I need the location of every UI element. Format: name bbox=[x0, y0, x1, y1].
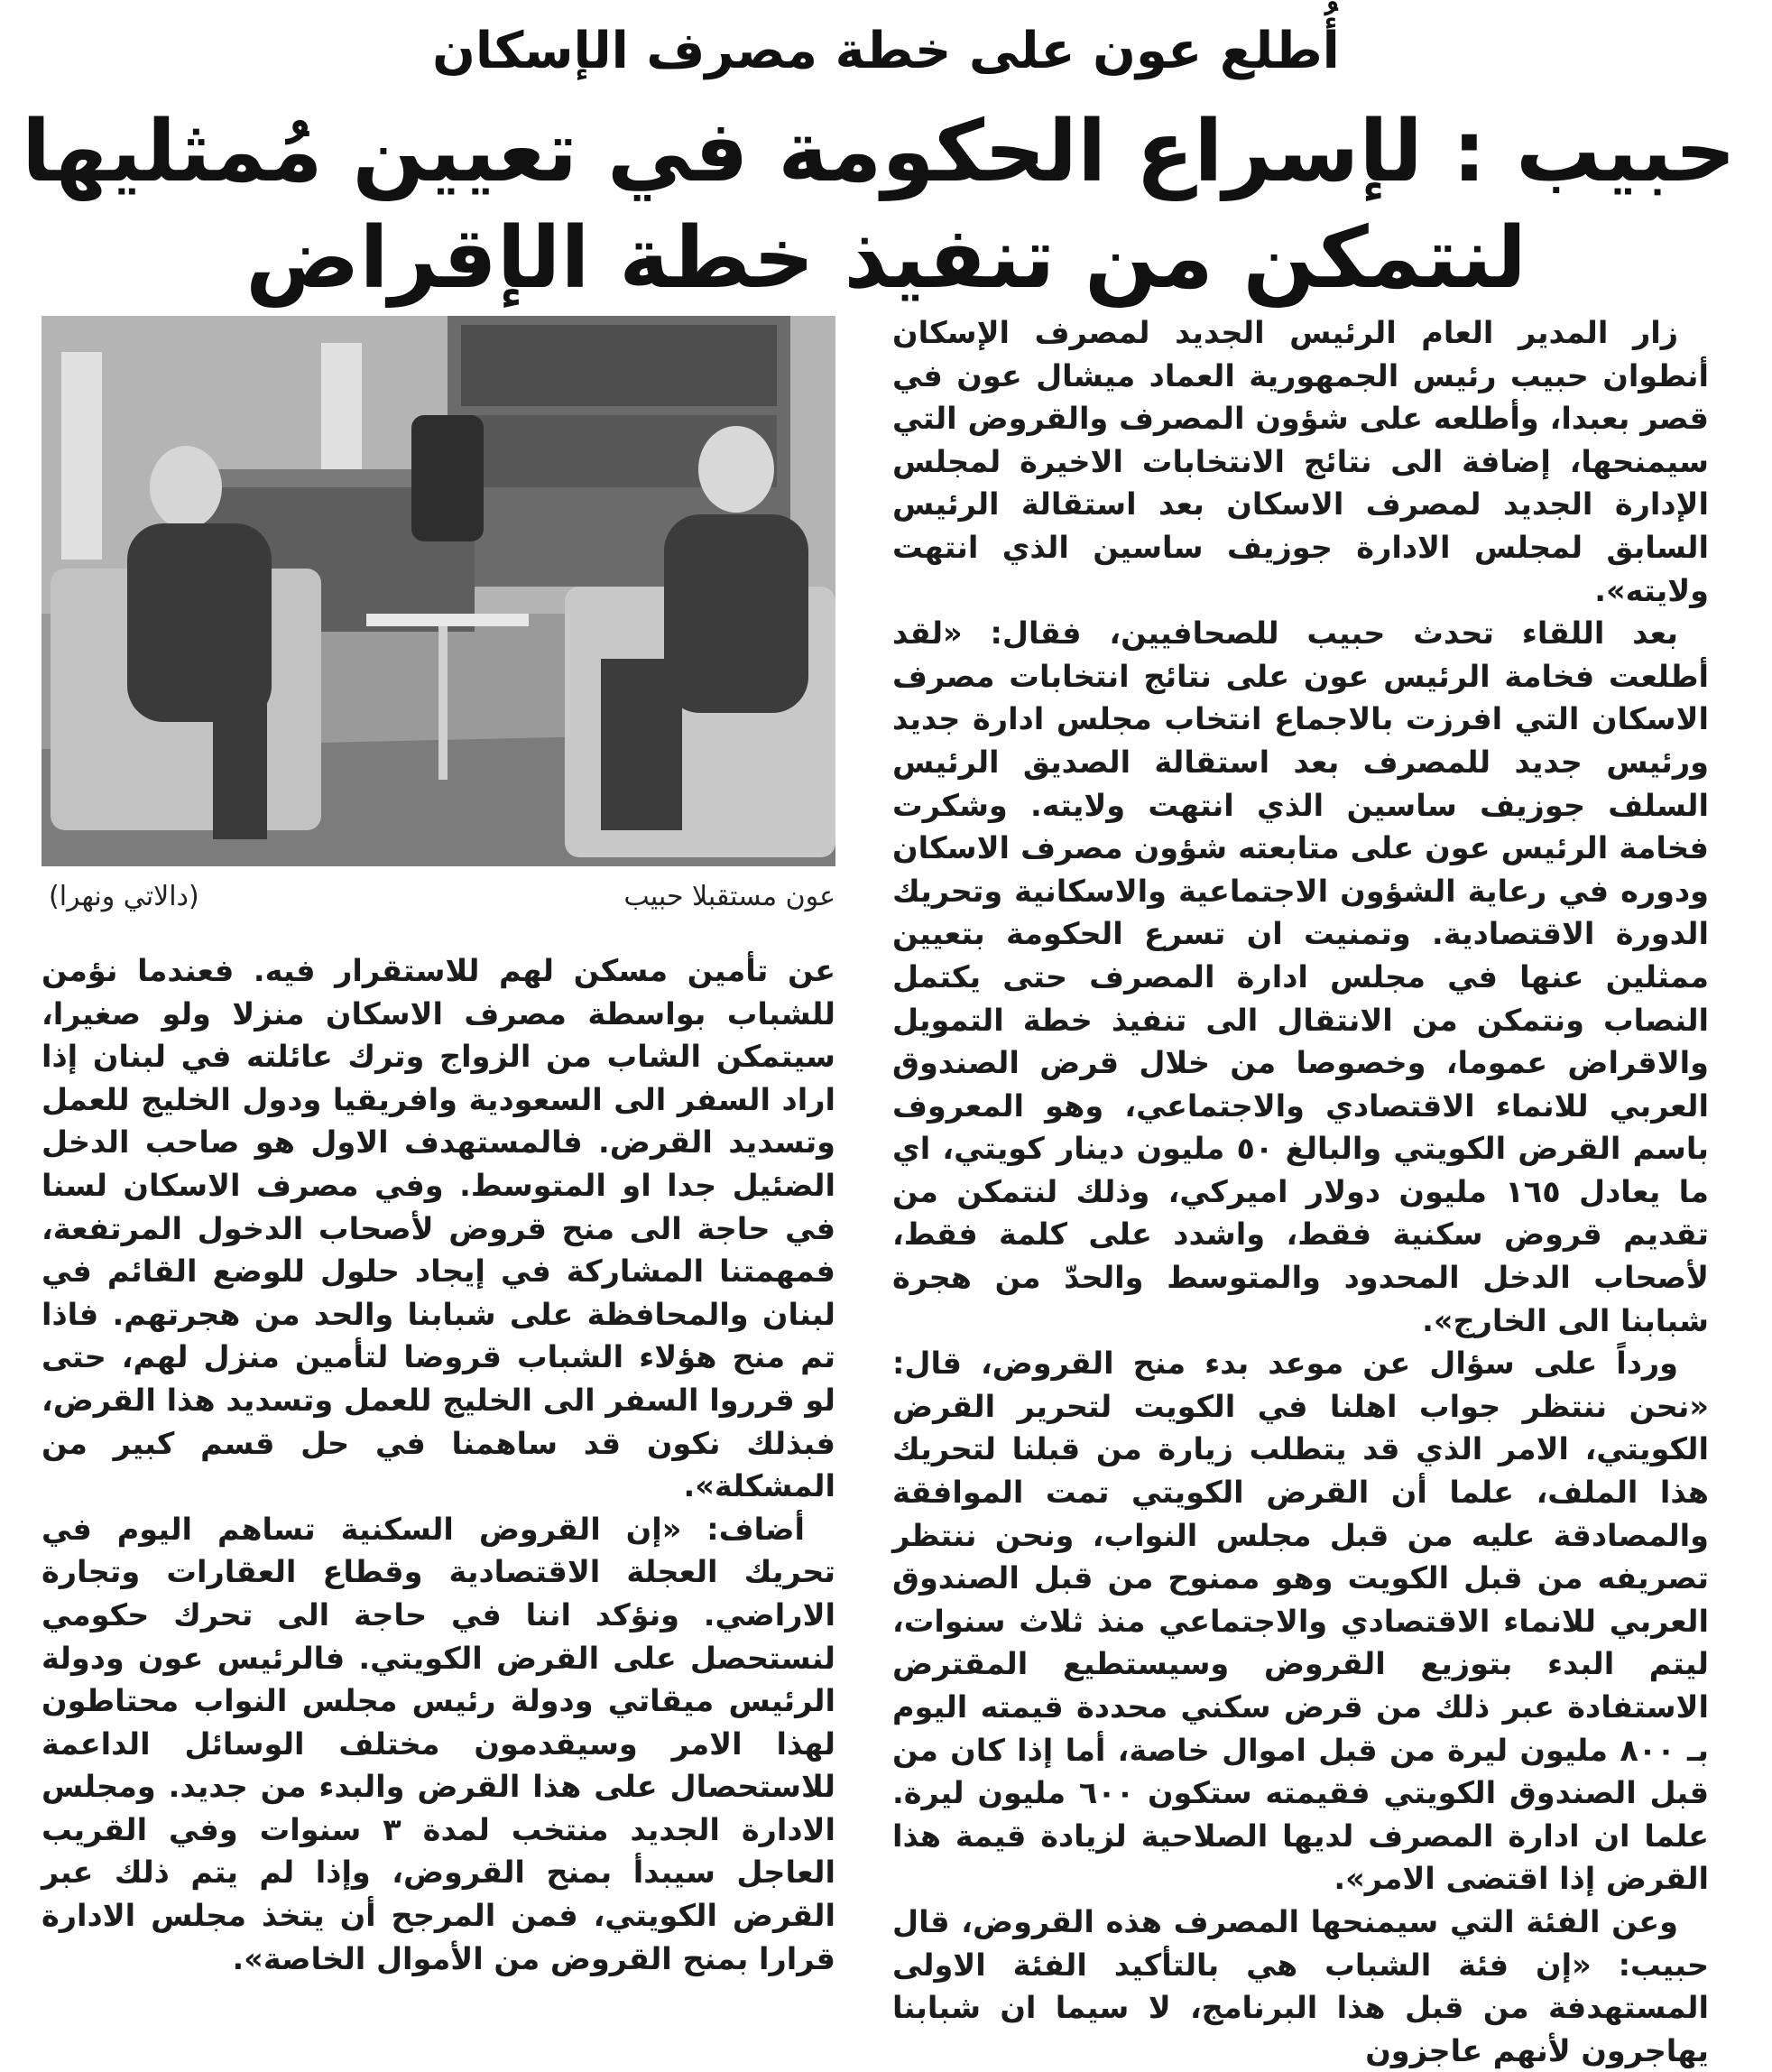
caption-text: عون مستقبلا حبيب bbox=[623, 881, 835, 912]
photo-credit: (دالاتي ونهرا) bbox=[49, 881, 199, 912]
paragraph: بعد اللقاء تحدث حبيب للصحافيين، فقال: «لقد أطلعت فخامة الرئيس عون على نتائج انتخابات مصرف الاسكان التي افرزت بالاجماع انتخاب مجلس ادارة جديد ورئيس جديد للمصرف بعد استقالة الصديق الرئيس السلف جوزيف ساسين الذي انتهت ولايته. وشكرت فخامة الرئيس عون على متابعته شؤون مصرف الاسكان ودوره في رعاية الشؤون الاجتماعية والاسكانية وتحريك الدورة الاقتصادية. وتمنيت ان تسرع الحكومة بتعيين ممثلين عنها في مجلس ادارة المصرف حتى يكتمل النصاب ونتمكن من الانتقال الى تنفيذ خطة التمويل والاقراض عموما، وخصوصا من خلال قرض الصندوق العربي للانماء الاقتصادي والاجتماعي، وهو المعروف باسم القرض الكويتي والبالغ ٥٠ مليون دينار كويتي، اي ما يعادل ١٦٥ مليون دولار اميركي، وذلك لنتمكن من تقديم قروض سكنية فقط، واشدد على كلمة فقط، لأصحاب الدخل المحدود والمتوسط والحدّ من هجرة شبابنا الى الخارج». bbox=[892, 615, 1709, 1338]
article-column-right bbox=[892, 311, 1710, 2068]
headline-line-2: لنتمكن من تنفيذ خطة الإقراض bbox=[245, 209, 1527, 308]
article-photo bbox=[42, 316, 835, 866]
paragraph: ورداً على سؤال عن موعد بدء منح القروض، قال: «نحن ننتظر جواب اهلنا في الكويت لتحرير القرض الكويتي، الامر الذي قد يتطلب زيارة من قبلنا لتحريك هذا الملف، علما أن القرض الكويتي تمت الموافقة والمصادقة عليه من قبل مجلس النواب، ونحن ننتظر تصريفه من قبل الكويت وهو ممنوح من قبل الصندوق العربي للانماء الاقتصادي والاجتماعي منذ ثلاث سنوات، ليتم البدء بتوزيع القروض وسيستطيع المقترض الاستفادة عبر ذلك من قرض سكني محددة قيمته اليوم بـ ٨٠٠ مليون ليرة من قبل اموال خاصة، أما إذا كان من قبل الصندوق الكويتي فقيمته ستكون ٦٠٠ مليون ليرة. علما ان ادارة المصرف لديها الصلاحية لزيادة قيمة هذا القرض إذا اقتضى الامر». bbox=[892, 1346, 1710, 1897]
paragraph: أضاف: «إن القروض السكنية تساهم اليوم في تحريك العجلة الاقتصادية وقطاع العقارات وتجارة الاراضي. ونؤكد اننا في حاجة الى تحرك حكومي لنستحصل على القرض الكويتي. فالرئيس عون ودولة الرئيس ميقاتي ودولة رئيس مجلس النواب محتاطون لهذا الامر وسيقدمون مختلف الوسائل الداعمة للاستحصال على هذا القرض والبدء من جديد. ومجلس الادارة الجديد منتخب لمدة ٣ سنوات وفي القريب العاجل سيبدأ بمنح القروض، وإذا لم يتم ذلك عبر القرض الكويتي، فمن المرجح أن يتخذ مجلس الادارة قرارا بمنح القروض من الأموال الخاصة». bbox=[42, 1511, 835, 1976]
paragraph: زار المدير العام الرئيس الجديد لمصرف الإسكان أنطوان حبيب رئيس الجمهورية العماد ميشال عون في قصر بعبدا، وأطلعه على شؤون المصرف والقروض التي سيمنحها، إضافة الى نتائج الانتخابات الاخيرة لمجلس الإدارة الجديد لمصرف الاسكان بعد استقالة الرئيس السابق لمجلس الادارة جوزيف ساسين الذي انتهت ولايته». bbox=[892, 315, 1709, 608]
photo-caption bbox=[42, 875, 835, 919]
article-headline bbox=[22, 99, 1736, 312]
article-column-left bbox=[42, 949, 835, 1976]
paragraph: عن تأمين مسكن لهم للاستقرار فيه. فعندما نؤمن للشباب بواسطة مصرف الاسكان منزلا ولو صغيرا، سيتمكن الشاب من الزواج وترك عائلته في لبنان إذا اراد السفر الى السعودية وافريقيا ودول الخليج للعمل وتسديد القرض. فالمستهدف الاول هو صاحب الدخل الضئيل جدا او المتوسط. وفي مصرف الاسكان لسنا في حاجة الى منح قروض لأصحاب الدخول المرتفعة، فمهمتنا المشاركة في إيجاد حلول للوضع القائم في لبنان والمحافظة على شبابنا والحد من هجرتهم. فاذا تم منح هؤلاء الشباب قروضا لتأمين منزل لهم، حتى لو قرروا السفر الى الخليج للعمل وتسديد هذا القرض، فبذلك نكون قد ساهمنا في حل قسم كبير من المشكلة». bbox=[42, 953, 835, 1504]
photo-illustration bbox=[42, 316, 835, 866]
article-kicker: أُطلع عون على خطة مصرف الإسكان bbox=[432, 22, 1340, 80]
headline-line-1: حبيب : لإسراع الحكومة في تعيين مُمثليها bbox=[22, 103, 1736, 201]
paragraph: وعن الفئة التي سيمنحها المصرف هذه القروض، قال حبيب: «إن فئة الشباب هي بالتأكيد الفئة الاولى المستهدفة من قبل هذا البرنامج، لا سيما ان شبابنا يهاجرون لأنهم عاجزون bbox=[892, 1903, 1709, 2068]
